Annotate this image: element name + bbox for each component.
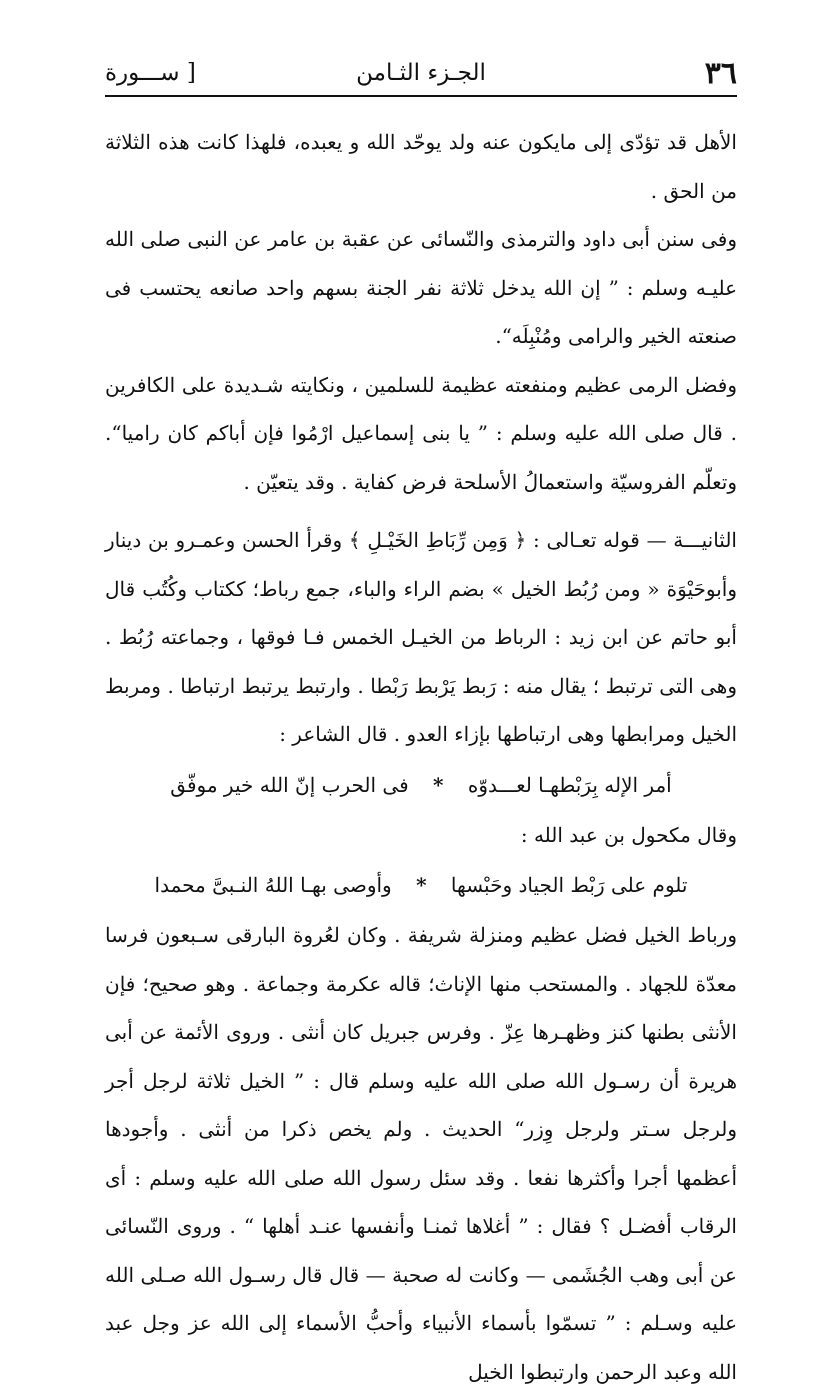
page-number: ٣٦: [704, 56, 737, 91]
paragraph-4: الثانيـــة — قوله تعـالى : ﴿ وَمِن رِّبَاطِ الخَيْـلِ ﴾ وقرأ الحسن وعمـرو بن دينار وأبوحَيْوَة « ومن رُبُط الخيل » بضم الراء والباء، جمع رباط؛ ككتاب وكُتُب قال أبو حاتم عن ابن زيد : الرباط من الخيـل الخمس فـا فوقها ، وجماعته رُبُط . وهى التى ترتبط ؛ يقال منه : رَبط يَرْبط رَبْطا . وارتبط يرتبط ارتباطا . ومربط الخيل ومرابطها وهى ارتباطها بإزاء العدو . قال الشاعر :: [105, 528, 737, 746]
verse-2-second-hemistich: وأوصى بهـا اللهُ النـبىَّ محمدا: [154, 873, 392, 897]
verse-2-first-hemistich: تلوم على رَبْط الجياد وحَبْسها: [450, 873, 688, 897]
verse-1-first-hemistich: أمر الإله بِرَبْطهـا لعـــدوّه: [467, 772, 672, 797]
paragraph-1: الأهل قد تؤدّى إلى مايكون عنه ولد يوحّد الله و يعبده، فلهذا كانت هذه الثلاثة من الحق .: [105, 130, 737, 203]
verse-1-second-hemistich: فى الحرب إنّ الله خير موفّق: [170, 772, 409, 797]
poem-verse-1: [105, 759, 737, 811]
paragraph-6: ورباط الخيل فضل عظيم ومنزلة شريفة . وكان لعُروة البارقى سـبعون فرسا معدّة للجهاد . والمستحب منها الإناث؛ قاله عكرمة وجماعة . وهو صحيح؛ فإن الأنثى بطنها كنز وظهـرها عِزّ . وفرس جبريل كان أنثى . وروى الأئمة عن أبى هريرة أن رسـول الله صلى الله عليه وسلم قال : ” الخيل ثلاثة لرجل أجر ولرجل سـتر ولرجل وِزر“ الحديث . ولم يخص ذكرا من أنثى . وأجودها أعظمها أجرا وأكثرها نفعا . وقد سئل رسول الله صلى الله عليه وسلم : أى الرقاب أفضـل ؟ فقال : ” أغلاها ثمنـا وأنفسها عنـد أهلها “ . وروى النّسائى عن أبى وهب الجُشَمى — وكانت له صحبة — قال قال رسـول الله صـلى الله عليه وسـلم : ” تسمّوا بأسماء الأنبياء وأحبُّ الأسماء إلى الله عز وجل عبد الله وعبد الرحمن وارتبطوا الخيل: [105, 923, 737, 1384]
running-title: الجـزء الثـامن: [356, 60, 486, 86]
verse-separator: *: [416, 873, 427, 897]
page-header: [105, 50, 737, 97]
paragraph-3: وفضل الرمى عظيم ومنفعته عظيمة للسلمين ، ونكايته شـديدة على الكافرين . قال صلى الله عليه وسلم : ” يا بنى إسماعيل ارْمُوا فإن أباكم كان راميا“. وتعلّم الفروسيّة واستعمالُ الأسلحة فرض كفاية . وقد يتعيّن .: [105, 372, 738, 494]
poem-verse-2: [105, 859, 737, 911]
paragraph-5: وقال مكحول بن عبد الله :: [520, 822, 737, 847]
page-body: [105, 118, 737, 1396]
paragraph-2: وفى سنن أبى داود والترمذى والنّسائى عن عقبة بن عامر عن النبى صلى الله عليـه وسلم : ” إن الله يدخل ثلاثة نفر الجنة بسهم واحد صانعه يحتسب فى صنعته الخير والرامى ومُنْبِلَه“.: [105, 227, 737, 348]
verse-separator: *: [433, 772, 444, 797]
surah-label: [ ســـورة: [105, 60, 196, 86]
